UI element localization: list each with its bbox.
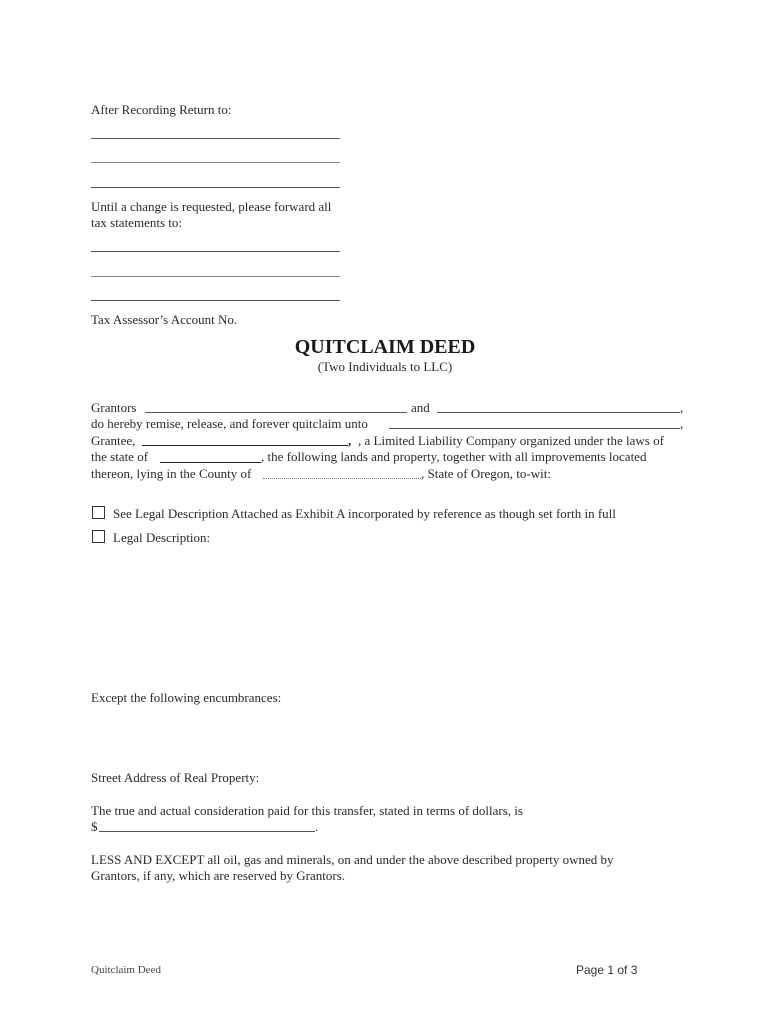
- remise-text: do hereby remise, release, and forever quitclaim unto: [91, 416, 368, 431]
- comma-1: ,: [680, 400, 684, 415]
- encumbrances-label: Except the following encumbrances:: [91, 690, 282, 705]
- tax-address-line-2[interactable]: [91, 276, 340, 277]
- comma-2: ,: [680, 416, 684, 431]
- llc-text: , a Limited Liability Company organized under the laws of: [358, 433, 664, 448]
- consideration-amount-field[interactable]: [99, 831, 315, 832]
- grantee-names-field[interactable]: [389, 428, 680, 429]
- exhibit-a-checkbox[interactable]: [92, 506, 105, 519]
- tax-assessor-label: Tax Assessor’s Account No.: [91, 312, 238, 327]
- grantors-label: Grantors: [91, 400, 137, 415]
- legal-description-label: Legal Description:: [113, 530, 211, 545]
- tax-forward-label-line2: tax statements to:: [91, 215, 182, 230]
- return-address-line-2[interactable]: [91, 162, 340, 163]
- grantee-llc-field[interactable]: [142, 445, 348, 446]
- tax-forward-label-line1: Until a change is requested, please forward all: [91, 199, 332, 214]
- return-address-line-3[interactable]: [91, 187, 340, 188]
- return-label: After Recording Return to:: [91, 102, 232, 117]
- county-field[interactable]: [263, 478, 421, 479]
- grantor-1-field[interactable]: [145, 412, 407, 413]
- and-text: and: [411, 400, 430, 415]
- legal-description-checkbox[interactable]: [92, 530, 105, 543]
- consideration-text: The true and actual consideration paid for this transfer, stated in terms of dollars, is: [91, 803, 523, 818]
- consideration-period: .: [315, 819, 319, 834]
- state-field[interactable]: [160, 462, 261, 463]
- less-except-line1: LESS AND EXCEPT all oil, gas and minerals, on and under the above described property owned by: [91, 852, 614, 867]
- comma-bold: ,: [348, 433, 352, 448]
- footer-page-number: Page 1 of 3: [576, 963, 638, 977]
- tax-address-line-3[interactable]: [91, 300, 340, 301]
- tax-address-line-1[interactable]: [91, 251, 340, 252]
- footer-document-name: Quitclaim Deed: [91, 964, 161, 976]
- following-text: , the following lands and property, together with all improvements located: [261, 449, 647, 464]
- dollar-sign: $: [91, 819, 98, 834]
- return-address-line-1[interactable]: [91, 138, 340, 139]
- state-of-label: the state of: [91, 449, 149, 464]
- street-address-label: Street Address of Real Property:: [91, 770, 260, 785]
- grantee-label: Grantee,: [91, 433, 136, 448]
- document-subtitle: (Two Individuals to LLC): [317, 359, 453, 374]
- grantor-2-field[interactable]: [437, 412, 680, 413]
- thereon-text: thereon, lying in the County of: [91, 466, 252, 481]
- document-title: QUITCLAIM DEED: [294, 336, 476, 358]
- exhibit-a-label: See Legal Description Attached as Exhibit A incorporated by reference as though set forth in full: [113, 506, 616, 521]
- state-oregon-text: , State of Oregon, to-wit:: [421, 466, 551, 481]
- less-except-line2: Grantors, if any, which are reserved by Grantors.: [91, 868, 346, 883]
